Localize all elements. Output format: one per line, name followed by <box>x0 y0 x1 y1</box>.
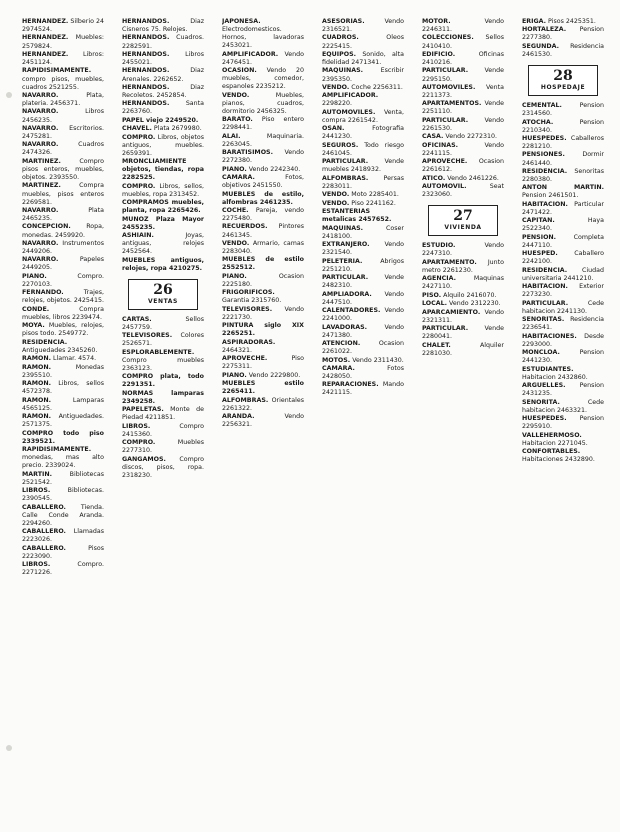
classified-ad: PELETERIA. Abrigos 2251210. <box>322 257 404 273</box>
section-label: VIVIENDA <box>444 224 482 232</box>
classified-ad: RAMON. Monedas 2395510. <box>22 363 104 379</box>
classified-ad: ATICO. Vendo 2461226. <box>422 174 499 182</box>
classified-ad: HERNANDOS. Cuadros. 2282591. <box>122 34 204 50</box>
section-number: 28 <box>553 68 573 85</box>
classified-ad: REPARACIONES. Mando 2421115. <box>322 381 404 397</box>
classified-ad: NAVARRO. Plata, plateria. 2456371. <box>22 91 104 108</box>
classified-ad: NAVARRO. Plata 2465235. <box>22 206 104 223</box>
classified-ad: COMPRO. Muebles 2277310. <box>122 439 204 455</box>
classified-ad: MUEBLES de estilo, alfombras 2461235. <box>222 190 304 206</box>
classified-ad: ATENCION. Ocasion 2261022. <box>322 340 404 356</box>
classified-ad: PISO. Alquilo 2416070. <box>422 291 497 299</box>
classified-ad: OCASION. Vendo 20 muebles, comedor, espanoles 2235212. <box>222 67 304 91</box>
classified-ad: CAMARA. Fotos, objetivos 2451550. <box>222 174 304 190</box>
classified-ad: SENORITA. Cede habitacion 2463321. <box>522 398 604 414</box>
classified-ad: ESTANTERIAS metalicas 2457652. <box>322 208 392 224</box>
classified-ad: PIANO. Compro. 2270103. <box>22 272 104 288</box>
classified-ad: CONDE. Compra muebles, libros 2239474. <box>22 305 104 321</box>
classified-ad: JAPONESA. Electrodomesticos. Hornos, lavadoras 2453021. <box>222 18 304 50</box>
classified-ad: COMPRO. Libros, sellos, muebles, ropa 2313452. <box>122 182 204 198</box>
classified-ad: MUEBLES antiguos, relojes, ropa 4210275. <box>122 256 204 272</box>
classified-ad: AGENCIA. Maquinas 2427110. <box>422 275 504 291</box>
classified-ad: RAMON. Lamparas 4565125. <box>22 396 104 412</box>
classified-ad: HERNANDOS. Libros 2455021. <box>122 50 204 67</box>
classified-ad: RAPIDISIMAMENTE. compro pisos, muebles, cuadros 2521255. <box>22 67 104 91</box>
classified-ad: HUESPEDES. Pension 2295910. <box>522 415 604 431</box>
classified-ad: CALENTADORES. Vendo 2241000. <box>322 307 404 323</box>
classified-ad: RAMON. Antiguedades. 2571375. <box>22 413 104 429</box>
classified-ad: COLECCIONES. Sellos 2410410. <box>422 34 504 50</box>
classified-ad: NORMAS lamparas 2349258. <box>122 389 204 405</box>
classified-ad: PENSION. Completa 2447110. <box>522 233 604 249</box>
classified-ad: PARTICULAR. Cede habitacion 2241130. <box>522 299 604 315</box>
classified-ad: HORTALEZA. Pension 2277380. <box>522 26 604 42</box>
classified-ad: MARTINEZ. Compro pisos enteros, muebles, objetos. 2393550. <box>22 157 104 182</box>
classified-ad: HERNANDOS. Diaz Recoletos. 2452854. <box>122 83 204 99</box>
classified-ad: RECUERDOS. Pintores 2461345. <box>222 223 304 239</box>
classified-ad: HUESPED. Caballero 2242100. <box>522 250 604 266</box>
classified-ad: PENSIONES. Dormir 2461440. <box>522 151 604 167</box>
classified-ad: COMPRO todo piso 2339521. <box>22 429 104 445</box>
classified-ad: PIANO. Vendo 2242340. <box>222 165 301 173</box>
classified-ad: PARTICULAR. Vende 2295150. <box>422 67 504 83</box>
classified-ad: HABITACION. Exterior 2273230. <box>522 283 604 299</box>
classified-ad: MAQUINAS. Coser 2418100. <box>322 224 404 240</box>
column-3 <box>222 18 304 818</box>
classified-ad: BARATO. Piso entero 2298441. <box>222 116 304 132</box>
classified-ad: CHAVEL. Plata 2679980. <box>122 125 202 133</box>
classified-ad: COCHE. Pareja, vendo 2275480. <box>222 206 304 223</box>
classified-ad: CABALLERO. Tienda. Calle Conde Aranda. 2294260. <box>22 503 104 527</box>
classified-ad: PARTICULAR. Vende muebles 2418932. <box>322 158 404 174</box>
classified-ad: PARTICULAR. Vende 2482310. <box>322 274 404 290</box>
column-5 <box>422 18 504 818</box>
classified-ad: AMPLIFICADOR. Vendo 2476451. <box>222 50 304 66</box>
classified-ad: LIBROS. Compro 2415360. <box>122 422 204 438</box>
classified-ad: FRIGORIFICOS. Garantia 2315760. <box>222 289 282 305</box>
classified-ad: COMPRO plata, todo 2291351. <box>122 373 204 389</box>
column-2 <box>122 18 204 818</box>
classified-ad: NAVARRO. Instrumentos 2449206. <box>22 239 104 255</box>
classified-ad: TELEVISORES. Vendo 2221730. <box>222 305 304 321</box>
classified-ad: MUEBLES estilo 2265411. <box>222 380 304 396</box>
classified-ad: APARTAMENTOS. Vende 2251110. <box>422 100 504 116</box>
classified-ad: CUADROS. Oleos 2225415. <box>322 34 404 50</box>
section-header-hospedaje <box>528 65 598 96</box>
classifieds-page <box>22 18 606 818</box>
classified-ad: AUTOMOVILES. Venta, compra 2261542. <box>322 108 404 124</box>
classified-ad: VENDO. Coche 2256311. <box>322 83 403 91</box>
classified-ad: MUNOZ Plaza Mayor 2455235. <box>122 215 204 231</box>
classified-ad: RESIDENCIA. Ciudad universitaria 2441210. <box>522 266 604 282</box>
classified-ad: LIBROS. Bibliotecas. 2390545. <box>22 487 104 503</box>
classified-ad: NAVARRO. Escritorios. 2475281. <box>22 124 104 140</box>
classified-ad: AUTOMOVILES. Venta 2211373. <box>422 83 504 99</box>
column-4 <box>322 18 404 818</box>
classified-ad: AMPLIADORA. Vendo 2447510. <box>322 290 404 306</box>
classified-ad: ASPIRADORAS. 2464321. <box>222 338 276 354</box>
column-6 <box>522 18 604 818</box>
section-label: HOSPEDAJE <box>540 84 586 92</box>
classified-ad: VALLEHERMOSO. Habitacion 2271045. <box>522 431 588 447</box>
classified-ad: EXTRANJERO. Vendo 2321540. <box>322 241 404 257</box>
classified-ad: RAMON. Libros, sellos 4572378. <box>22 380 104 396</box>
classified-ad: HABITACIONES. Desde 2293000. <box>522 332 604 348</box>
classified-ad: OFICINAS. Vendo 2241115. <box>422 141 504 157</box>
punch-hole <box>6 92 12 98</box>
classified-ad: CARTAS. Sellos 2457759. <box>122 315 204 331</box>
classified-ad: ESTUDIANTES. Habitacion 2432860. <box>522 365 588 381</box>
classified-ad: GANGAMOS. Compro discos, pisos, ropa. 2318230. <box>122 455 204 479</box>
classified-ad: MOTOR. Vendo 2246311. <box>422 18 504 34</box>
classified-ad: ASESORIAS. Vendo 2316521. <box>322 18 404 34</box>
classified-ad: NAVARRO. Libros 2456235. <box>22 108 104 124</box>
classified-ad: COMPRAMOS muebles, planta, ropa 2265426. <box>122 199 204 215</box>
classified-ad: APROVECHE. Ocasion 2261612. <box>422 158 504 174</box>
classified-ad: LIBROS. Compro. 2271226. <box>22 561 104 577</box>
section-label: VENTAS <box>148 297 178 305</box>
classified-ad: APARCAMIENTO. Vendo 2321311. <box>422 308 504 324</box>
classified-ad: CAPITAN. Haya 2522340. <box>522 217 604 233</box>
classified-ad: ANTON MARTIN. Pension 2461501. <box>522 184 604 200</box>
classified-ad: EDIFICIO. Oficinas 2410216. <box>422 50 504 67</box>
section-number: 26 <box>153 281 173 298</box>
classified-ad: AUTOMOVIL. Seat 2323060. <box>422 183 504 199</box>
classified-ad: CAMARA. Fotos 2428050. <box>322 364 404 380</box>
classified-ad: PARTICULAR. Vende 2280041. <box>422 325 504 341</box>
punch-hole <box>6 745 12 751</box>
classified-ad: CONCEPCION. Ropa, monedas. 2459920. <box>22 223 104 239</box>
section-header-vivienda <box>428 205 498 236</box>
classified-ad: MRONCLIAMIENTE objetos, tiendas, ropa 2282525. <box>122 158 204 182</box>
classified-ad: MOTOS. Vendo 2311430. <box>322 356 404 364</box>
classified-ad: MOYA. Muebles, relojes, pisos todo. 2549772. <box>22 322 104 338</box>
classified-ad: CONFORTABLES. Habitaciones 2432890. <box>522 448 595 464</box>
classified-ad: NAVARRO. Papeles 2449205. <box>22 256 104 272</box>
classified-ad: APROVECHE. Piso 2275311. <box>222 355 304 371</box>
classified-ad: PIANO. Ocasion 2225180. <box>222 272 304 288</box>
classified-ad: HERNANDOS. Diaz Cisneros 75. Relojes. <box>122 18 204 34</box>
classified-ad: ALFOMBRAS. Orientales 2261322. <box>222 396 304 412</box>
classified-ad: VENDO. Piso 2241162. <box>322 199 396 207</box>
classified-ad: CASA. Vendo 2272310. <box>422 133 498 141</box>
classified-ad: CABALLERO. Llamadas 2223026. <box>22 528 104 544</box>
classified-ad: EQUIPOS. Sonido, alta fidelidad 2471341. <box>322 50 404 67</box>
classified-ad: HERNANDEZ. Silberio 24 2974524. <box>22 18 104 34</box>
classified-ad: APARTAMENTO. Junto metro 2261230. <box>422 258 504 274</box>
classified-ad: FERNANDO. Trajes, relojes, objetos. 2425415. <box>22 289 104 305</box>
classified-ad: ATOCHA. Pension 2210340. <box>522 118 604 134</box>
classified-ad: MARTIN. Bibliotecas 2521542. <box>22 470 104 486</box>
classified-ad: BARATISIMOS. Vendo 2272380. <box>222 149 304 165</box>
classified-ad: PAPELETAS. Monte de Piedad 4211851. <box>122 406 204 422</box>
classified-ad: PAPEL viejo 2249520. <box>122 116 199 124</box>
classified-ad: CEMENTAL. Pension 2314560. <box>522 102 604 118</box>
classified-ad: ESTUDIO. Vendo 2247310. <box>422 242 504 258</box>
classified-ad: HERNANDOS. Diaz Arenales. 2262652. <box>122 67 204 83</box>
classified-ad: TELEVISORES. Colores 2526571. <box>122 332 204 348</box>
classified-ad: HERNANDEZ. Muebles: 2579824. <box>22 34 104 50</box>
classified-ad: ALAI. Maquinaria. 2263045. <box>222 132 304 148</box>
classified-ad: RAPIDISIMAMENTE. monedas, mas alto precio. 2339024. <box>22 446 104 470</box>
classified-ad: LOCAL. Vendo 2312230. <box>422 300 501 308</box>
classified-ad: NAVARRO. Cuadros 2474326. <box>22 141 104 157</box>
classified-ad: VENDO. Moto 2285401. <box>322 191 399 199</box>
classified-ad: HERNANDEZ. Libros: 2451124. <box>22 50 104 67</box>
classified-ad: VENDO. Muebles, pianos, cuadros, dormitorio 2456325. <box>222 91 304 115</box>
classified-ad: RESIDENCIA. Senoritas 2280380. <box>522 167 604 183</box>
classified-ad: ERIGA. Pisos 2425351. <box>522 18 596 25</box>
section-number: 27 <box>453 208 473 225</box>
classified-ad: SEGUNDA. Residencia 2461530. <box>522 42 604 58</box>
classified-ad: HERNANDOS. Santa 2263760. <box>122 100 204 116</box>
classified-ad: CHALET. Alquiler 2281030. <box>422 341 504 357</box>
classified-ad: RAMON. Llamar. 4574. <box>22 355 97 363</box>
classified-ad: HUESPEDES. Caballeros 2281210. <box>522 134 604 151</box>
classified-ad: ALFOMBRAS. Persas 2283011. <box>322 174 404 190</box>
classified-ad: OSAN. Fotografia 2441230. <box>322 125 404 141</box>
classified-ad: MARTINEZ. Compra muebles, pisos enteros 2269581. <box>22 182 104 206</box>
classified-ad: PARTICULAR. Vendo 2261530. <box>422 116 504 132</box>
classified-ad: AMPLIFICADOR. 2298220. <box>322 92 379 108</box>
classified-ad: ESPLORABLEMENTE. Compro muebles 2363123. <box>122 348 204 372</box>
classified-ad: ASHIAIN. Joyas, antiguas, relojes 2452564. <box>122 232 204 256</box>
classified-ad: ARANDA. Vendo 2256321. <box>222 413 304 429</box>
classified-ad: COMPRO. Libros, objetos antiguos, muebles. 2659391. <box>122 133 204 157</box>
classified-ad: MAQUINAS. Escribir 2395350. <box>322 67 404 83</box>
classified-ad: CABALLERO. Pisos 2223090. <box>22 544 104 560</box>
classified-ad: HABITACION. Particular 2471422. <box>522 200 604 216</box>
classified-ad: SEGUROS. Todo riesgo 2461045. <box>322 141 404 157</box>
classified-ad: VENDO. Armario, camas 2283040. <box>222 239 304 255</box>
classified-ad: ARGUELLES. Pension 2431235. <box>522 382 604 398</box>
classified-ad: MUEBLES de estilo 2552512. <box>222 256 304 272</box>
classified-ad: PINTURA siglo XIX 2265251. <box>222 322 304 338</box>
classified-ad: PIANO. Vendo 2229800. <box>222 371 301 379</box>
classified-ad: RESIDENCIA. Antiguedades 2345260. <box>22 338 98 354</box>
classified-ad: SENORITAS. Residencia 2236541. <box>522 316 604 332</box>
classified-ad: LAVADORAS. Vendo 2471380. <box>322 323 404 339</box>
classified-ad: MONCLOA. Pension 2441230. <box>522 349 604 365</box>
section-header-ventas <box>128 279 198 310</box>
column-1 <box>22 18 104 818</box>
